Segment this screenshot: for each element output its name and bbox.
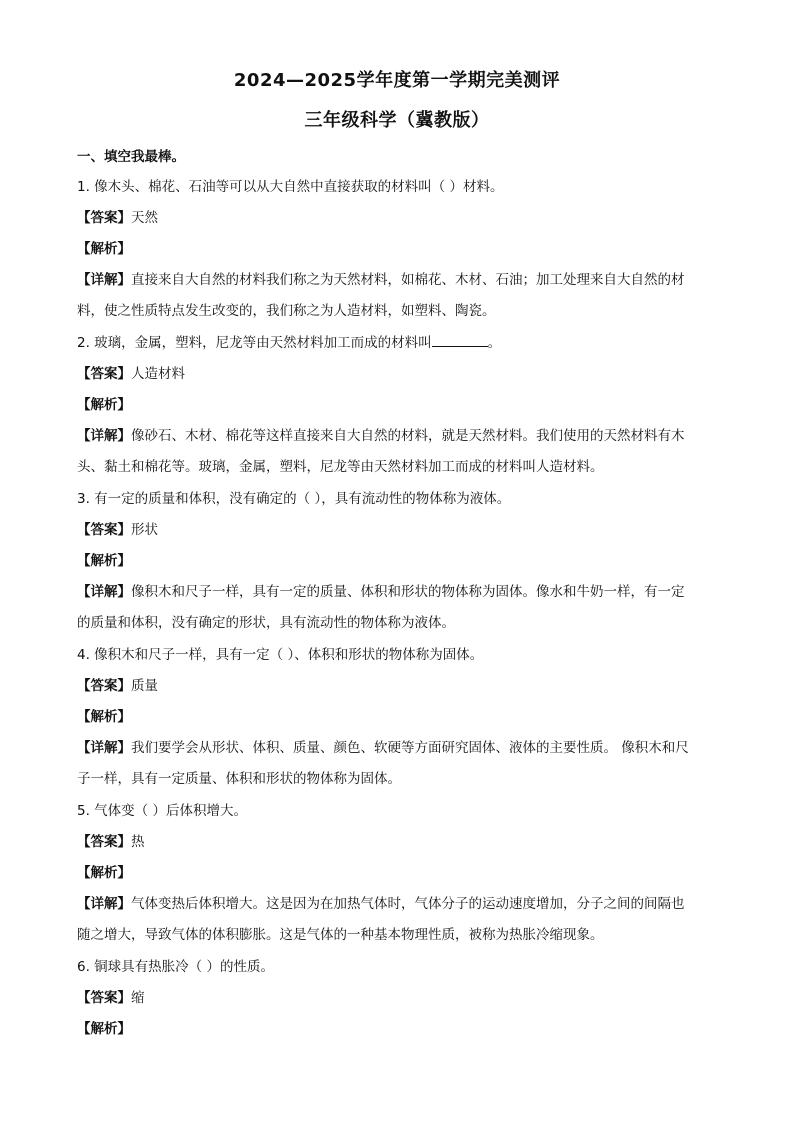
analysis-label: 【解析】 xyxy=(77,241,131,257)
analysis-label: 【解析】 xyxy=(77,397,131,413)
answer-label: 【答案】 xyxy=(77,834,131,850)
detail-text: 像积木和尺子一样，具有一定的质量、体积和形状的物体称为固体。像水和牛奶一样，有一定 xyxy=(131,584,685,600)
fill-blank xyxy=(432,334,488,347)
detail-text: 我们要学会从形状、体积、质量、颜色、软硬等方面研究固体、液体的主要性质。 像积木和尺 xyxy=(131,740,689,756)
question-text-end: 。 xyxy=(487,335,502,351)
detail-5-line-1 xyxy=(77,894,685,914)
answer-label: 【答案】 xyxy=(77,210,131,226)
document-title: 2024—2025学年度第一学期完美测评 xyxy=(233,70,561,91)
detail-text: 气体变热后体积增大。这是因为在加热气体时，气体分子的运动速度增加，分子之间的间隔也 xyxy=(131,896,685,912)
detail-text: 直接来自大自然的材料我们称之为天然材料，如棉花、木材、石油；加工处理来自大自然的材 xyxy=(131,272,685,288)
question-3: 3. 有一定的质量和体积，没有确定的（ ），具有流动性的物体称为液体。 xyxy=(77,491,511,507)
answer-4 xyxy=(77,676,158,696)
answer-1 xyxy=(77,208,158,228)
question-2 xyxy=(77,333,501,353)
answer-label: 【答案】 xyxy=(77,366,131,382)
answer-6 xyxy=(77,988,145,1008)
answer-label: 【答案】 xyxy=(77,522,131,538)
detail-text: 像砂石、木材、棉花等这样直接来自大自然的材料，就是天然材料。我们使用的天然材料有木 xyxy=(131,428,685,444)
answer-3 xyxy=(77,520,158,540)
detail-label: 【详解】 xyxy=(77,584,131,600)
question-4: 4. 像积木和尺子一样，具有一定（ ）、体积和形状的物体称为固体。 xyxy=(77,647,484,663)
question-1: 1. 像木头、棉花、石油等可以从大自然中直接获取的材料叫（ ）材料。 xyxy=(77,179,504,195)
analysis-label: 【解析】 xyxy=(77,709,131,725)
answer-text: 天然 xyxy=(131,210,158,226)
analysis-label: 【解析】 xyxy=(77,1021,131,1037)
answer-2 xyxy=(77,364,185,384)
detail-3-line-1 xyxy=(77,582,685,602)
detail-5-line-2: 随之增大，导致气体的体积膨胀。这是气体的一种基本物理性质，被称为热胀冷缩现象。 xyxy=(77,927,604,943)
section-heading: 一、填空我最棒。 xyxy=(77,149,185,165)
detail-2-line-2: 头、黏土和棉花等。玻璃，金属，塑料，尼龙等由天然材料加工而成的材料叫人造材料。 xyxy=(77,459,604,475)
answer-5 xyxy=(77,832,145,852)
detail-label: 【详解】 xyxy=(77,272,131,288)
analysis-label: 【解析】 xyxy=(77,865,131,881)
question-6: 6. 铜球具有热胀冷（ ）的性质。 xyxy=(77,959,274,975)
question-text: 2. 玻璃，金属，塑料，尼龙等由天然材料加工而成的材料叫 xyxy=(77,335,432,351)
detail-label: 【详解】 xyxy=(77,428,131,444)
question-5: 5. 气体变（ ）后体积增大。 xyxy=(77,803,247,819)
answer-label: 【答案】 xyxy=(77,678,131,694)
analysis-label: 【解析】 xyxy=(77,553,131,569)
answer-text: 缩 xyxy=(131,990,145,1006)
document-subtitle: 三年级科学（冀教版） xyxy=(304,110,490,131)
answer-text: 人造材料 xyxy=(131,366,185,382)
detail-1-line-2: 料，使之性质特点发生改变的，我们称之为人造材料，如塑料、陶瓷。 xyxy=(77,303,496,319)
answer-text: 形状 xyxy=(131,522,158,538)
detail-4-line-2: 子一样，具有一定质量、体积和形状的物体称为固体。 xyxy=(77,771,401,787)
answer-text: 质量 xyxy=(131,678,158,694)
detail-label: 【详解】 xyxy=(77,896,131,912)
detail-2-line-1 xyxy=(77,426,685,446)
answer-label: 【答案】 xyxy=(77,990,131,1006)
answer-text: 热 xyxy=(131,834,145,850)
detail-label: 【详解】 xyxy=(77,740,131,756)
detail-1-line-1 xyxy=(77,270,685,290)
detail-3-line-2: 的质量和体积，没有确定的形状，具有流动性的物体称为液体。 xyxy=(77,615,455,631)
detail-4-line-1 xyxy=(77,738,689,758)
